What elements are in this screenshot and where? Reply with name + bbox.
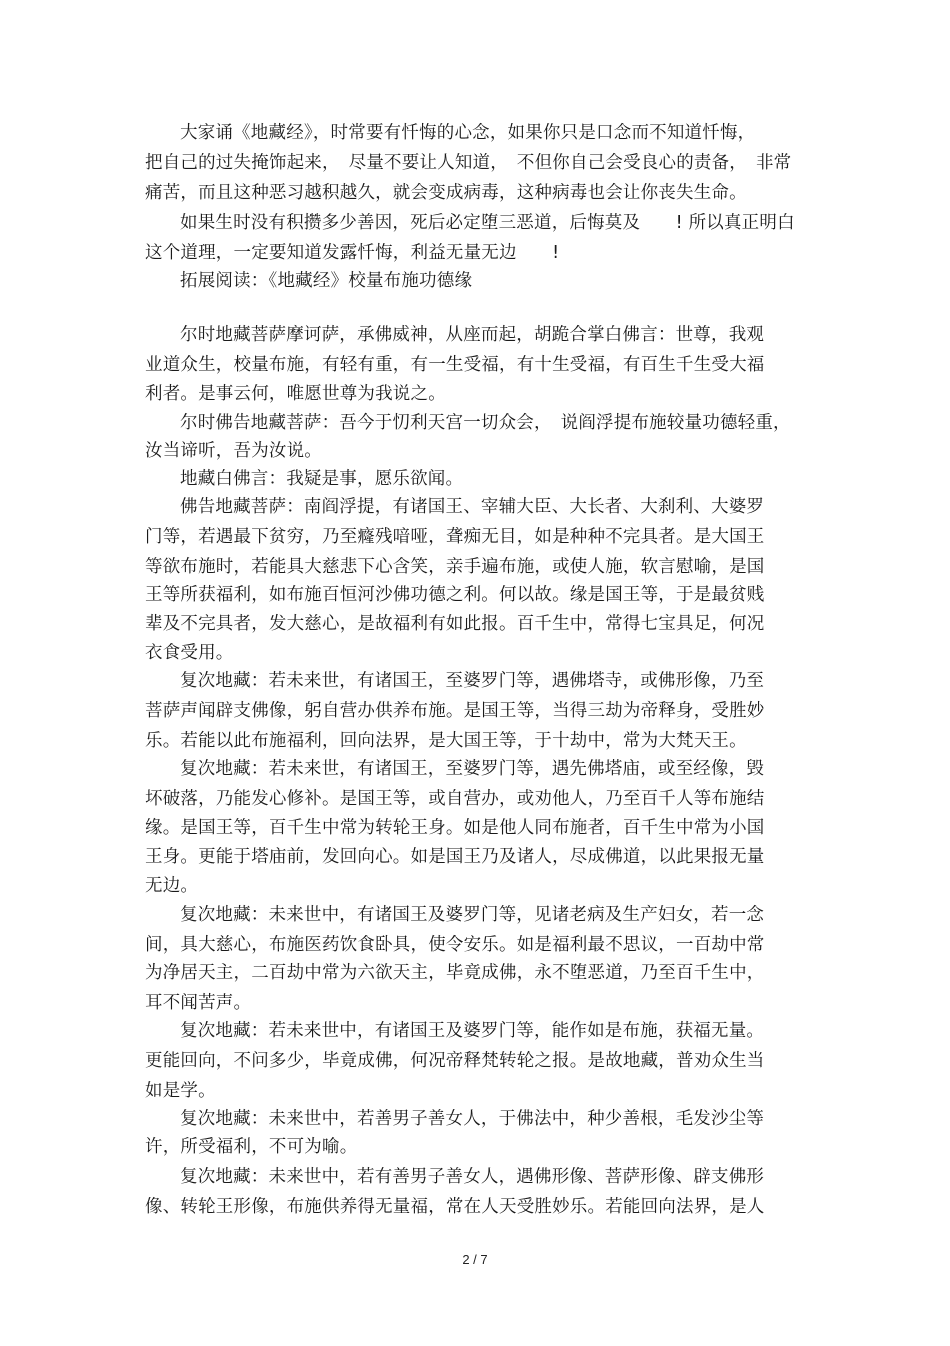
text-line: 间，具大慈心，布施医药饮食卧具，使令安乐。如是福利最不思议，一百劫中常 (145, 935, 765, 955)
page-number: 2 / 7 (462, 1252, 488, 1267)
text-line: 尔时地藏菩萨摩诃萨，承佛威神，从座而起，胡跪合掌白佛言：世尊，我观 (180, 325, 765, 345)
text-line: 汝当谛听，吾为汝说。 (145, 441, 322, 461)
text-line: 复次地藏：若未来世，有诸国王，至婆罗门等，遇佛塔寺，或佛形像，乃至 (180, 671, 765, 691)
text-line: 为净居天主，二百劫中常为六欲天主，毕竟成佛，永不堕恶道，乃至百千生中， (145, 963, 765, 983)
text-line: 衣食受用。 (145, 643, 234, 663)
text-line: 痛苦，而且这种恶习越积越久，就会变成病毒，这种病毒也会让你丧失生命。 (145, 183, 747, 203)
text-line: 如果生时没有积攒多少善因，死后必定堕三恶道，后悔莫及 ! 所以真正明白 (180, 213, 795, 233)
text-line: 辈及不完具者，发大慈心，是故福利有如此报。百千生中，常得七宝具足，何况 (145, 614, 765, 634)
text-line: 等欲布施时，若能具大慈悲下心含笑，亲手遍布施，或使人施，软言慰喻，是国 (145, 557, 765, 577)
text-line: 许，所受福利，不可为喻。 (145, 1137, 358, 1157)
text-line: 拓展阅读：《地藏经》校量布施功德缘 (180, 271, 473, 291)
text-line: 王等所获福利，如布施百恒河沙佛功德之利。何以故。缘是国王等，于是最贫贱 (145, 585, 765, 605)
text-line: 更能回向，不问多少，毕竟成佛，何况帝释梵转轮之报。是故地藏，普劝众生当 (145, 1051, 765, 1071)
text-line: 坏破落，乃能发心修补。是国王等，或自营办，或劝他人，乃至百千人等布施结 (145, 789, 765, 809)
text-line: 利者。是事云何，唯愿世尊为我说之。 (145, 384, 446, 404)
text-line: 复次地藏：若未来世，有诸国王，至婆罗门等，遇先佛塔庙，或至经像，毁 (180, 759, 765, 779)
text-line: 佛告地藏菩萨：南阎浮提，有诸国王、宰辅大臣、大长者、大刹利、大婆罗 (180, 497, 765, 517)
text-line: 门等，若遇最下贫穷，乃至癃残喑哑，聋痴无目，如是种种不完具者。是大国王 (145, 527, 765, 547)
text-line: 复次地藏：未来世中，若有善男子善女人，遇佛形像、菩萨形像、辟支佛形 (180, 1167, 765, 1187)
text-line: 地藏白佛言：我疑是事，愿乐欲闻。 (180, 469, 464, 489)
text-line: 王身。更能于塔庙前，发回向心。如是国王乃及诸人，尽成佛道，以此果报无量 (145, 847, 765, 867)
text-line: 把自己的过失掩饰起来， 尽量不要让人知道， 不但你自己会受良心的责备， 非常 (145, 153, 792, 173)
text-line: 复次地藏：未来世中，若善男子善女人，于佛法中，种少善根，毛发沙尘等 (180, 1109, 765, 1129)
text-line: 尔时佛告地藏菩萨：吾今于忉利天宫一切众会， 说阎浮提布施较量功德轻重， (180, 413, 791, 433)
text-line: 复次地藏：若未来世中，有诸国王及婆罗门等，能作如是布施，获福无量。 (180, 1021, 765, 1041)
text-line: 如是学。 (145, 1081, 216, 1101)
text-line: 缘。是国王等，百千生中常为转轮王身。如是他人同布施者，百千生中常为小国 (145, 818, 765, 838)
text-line: 无边。 (145, 876, 199, 896)
text-line: 大家诵《地藏经》，时常要有忏悔的心念，如果你只是口念而不知道忏悔， (180, 123, 756, 143)
text-line: 这个道理，一定要知道发露忏悔，利益无量无边 ! (145, 243, 560, 263)
text-line: 菩萨声闻辟支佛像，躬自营办供养布施。是国王等，当得三劫为帝释身，受胜妙 (145, 701, 765, 721)
text-line: 乐。若能以此布施福利，回向法界，是大国王等，于十劫中，常为大梵天王。 (145, 731, 747, 751)
text-line: 像、转轮王形像，布施供养得无量福，常在人天受胜妙乐。若能回向法界，是人 (145, 1197, 765, 1217)
text-line: 复次地藏：未来世中，有诸国王及婆罗门等，见诸老病及生产妇女，若一念 (180, 905, 765, 925)
text-line: 耳不闻苦声。 (145, 993, 252, 1013)
text-line: 业道众生，校量布施，有轻有重，有一生受福，有十生受福，有百生千生受大福 (145, 355, 765, 375)
